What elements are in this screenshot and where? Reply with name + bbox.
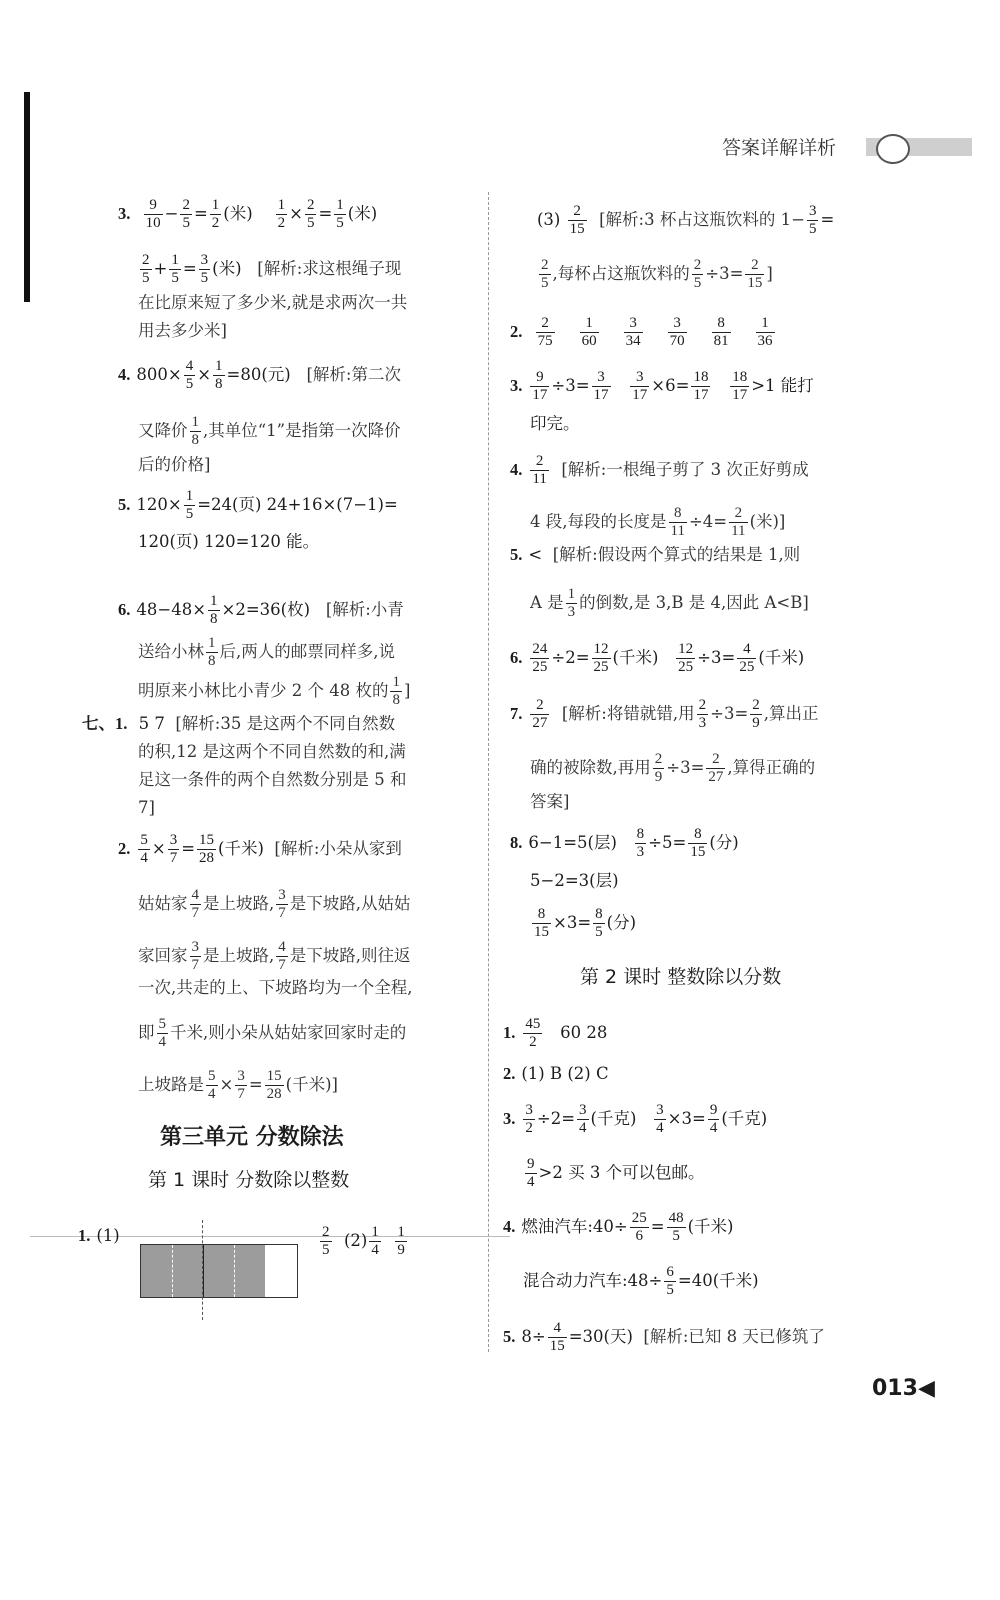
column-divider (488, 192, 489, 1352)
l-s7-line1: 七、1. 5 7 [解析:35 是这两个不同自然数 (82, 714, 396, 733)
r-l2q5-line1: 5. 8÷ $\frac{4}{15}$ =30(天) [解析:已知 8 天已修筑了 (503, 1320, 825, 1354)
l-s7q2-line4: 一次,共走的上、下坡路均为一个全程, (138, 978, 413, 997)
lesson-1-title: 第 1 课时 分数除以整数 (148, 1169, 350, 1191)
l-q3-line1: 3. $\frac{9}{10}$ − $\frac{2}{5}$ = $\frac{1}{2}$ (米) $\frac{1}{2}$ × $\frac{2}{5}$ = $\frac{1}{5}$ (米) (118, 197, 378, 231)
triangle-left-icon: ◀ (917, 1376, 935, 1401)
l-s7-line4: 7] (138, 798, 155, 817)
l-s7q2-line2: 姑姑家 $\frac{4}{7}$ 是上坡路, $\frac{3}{7}$ 是下坡路,从姑姑 (138, 887, 411, 921)
r-l2q3-line2: $\frac{9}{4}$ >2 买 3 个可以包邮。 (527, 1156, 705, 1190)
l-q6-line3: 明原来小林比小青少 2 个 48 枚的 $\frac{1}{8}$ ] (138, 674, 411, 708)
r-q8-line1: 8. 6−1=5(层) $\frac{8}{3}$ ÷5= $\frac{8}{15}$ (分) (510, 826, 739, 860)
r-q6-line: 6. $\frac{24}{25}$ ÷2= $\frac{12}{25}$ (千米) $\frac{12}{25}$ ÷3= $\frac{4}{25}$ (千米) (510, 641, 805, 675)
r-q3-line1: (3) $\frac{2}{15}$ [解析:3 杯占这瓶饮料的 1− $\frac{3}{5}$ = (537, 203, 835, 237)
r-q3b-line1: 3. $\frac{9}{17}$ ÷3= $\frac{3}{17}$ $\frac{3}{17}$ ×6= $\frac{18}{17}$ $\frac{18}{17}$ >1 能打 (510, 369, 814, 403)
r-l2q3-line1: 3. $\frac{3}{2}$ ÷2= $\frac{3}{4}$ (千克) $\frac{3}{4}$ ×3= $\frac{9}{4}$ (千克) (503, 1102, 768, 1136)
l-s7q2-line6: 上坡路是 $\frac{5}{4}$ × $\frac{3}{7}$ = $\frac{15}{28}$ (千米)] (138, 1068, 338, 1102)
l-s7q2-line3: 家回家 $\frac{3}{7}$ 是上坡路, $\frac{4}{7}$ 是下坡路,则往返 (138, 939, 411, 973)
l-q5-line2: 120(页) 120=120 能。 (138, 532, 320, 551)
diagram-divider-2 (203, 1245, 204, 1297)
l-q4-line3: 后的价格] (138, 455, 211, 474)
l-s7-line3: 足这一条件的两个自然数分别是 5 和 (138, 770, 407, 789)
r-q7-line1: 7. $\frac{2}{27}$ [解析:将错就错,用 $\frac{2}{3}$ ÷3= $\frac{2}{9}$ ,算出正 (510, 697, 819, 731)
l-q4-line1: 4. 800× $\frac{4}{5}$ × $\frac{1}{8}$ =80(元) [解析:第二次 (118, 358, 401, 392)
r-q2-line: 2. $\frac{2}{75}$ $\frac{1}{60}$ $\frac{3}{34}$ $\frac{3}{70}$ $\frac{8}{81}$ $\frac{1}{36}$ (510, 315, 773, 349)
r-q5-line1: 5. < [解析:假设两个算式的结果是 1,则 (510, 545, 801, 564)
r-q3-line2: $\frac{2}{5}$ ,每杯占这瓶饮料的 $\frac{2}{5}$ ÷3= $\frac{2}{15}$ ] (541, 257, 773, 291)
r-q8-line2: 5−2=3(层) (530, 871, 619, 890)
page-number: 013◀ (872, 1376, 935, 1401)
diagram-divider-4 (265, 1245, 266, 1297)
r-q3b-line2: 印完。 (530, 414, 580, 433)
r-q5-line2: A 是 $\frac{1}{3}$ 的倒数,是 3,B 是 4,因此 A<B] (530, 586, 809, 620)
header-mascot-icon (876, 134, 910, 164)
r-l2q2-line: 2. (1) B (2) C (503, 1064, 609, 1083)
r-q8-line3: $\frac{8}{15}$ ×3= $\frac{8}{5}$ (分) (534, 906, 637, 940)
l-s7-line2: 的积,12 是这两个不同自然数的和,满 (138, 742, 406, 761)
r-q4-line2: 4 段,每段的长度是 $\frac{8}{11}$ ÷4= $\frac{2}{11}$ (米)] (530, 505, 786, 539)
r-l2q4-line2: 混合动力汽车:48÷ $\frac{6}{5}$ =40(千米) (523, 1264, 759, 1298)
l-s7q2-line5: 即 $\frac{5}{4}$ 千米,则小朵从姑姑家回家时走的 (138, 1016, 407, 1050)
l-q6-line2: 送给小林 $\frac{1}{8}$ 后,两人的邮票同样多,说 (138, 635, 395, 669)
header-title: 答案详解详析 (722, 137, 837, 159)
l-lesson1-q1-answers: $\frac{2}{5}$ (2) $\frac{1}{4}$ $\frac{1}{9}$ (322, 1224, 405, 1258)
left-margin-bar (24, 92, 30, 302)
l-q4-line2: 又降价 $\frac{1}{8}$ ,其单位“1”是指第一次降价 (138, 414, 401, 448)
r-l2q1-line: 1. $\frac{45}{2}$ 60 28 (503, 1016, 608, 1050)
fraction-diagram (140, 1244, 298, 1298)
r-q4-line1: 4. $\frac{2}{11}$ [解析:一根绳子剪了 3 次正好剪成 (510, 453, 809, 487)
l-s7q2-line1: 2. $\frac{5}{4}$ × $\frac{3}{7}$ = $\frac{15}{28}$ (千米) [解析:小朵从家到 (118, 832, 402, 866)
unit-title: 第三单元 分数除法 (160, 1125, 344, 1150)
diagram-center-line (202, 1220, 203, 1320)
l-q3-line2: $\frac{2}{5}$ + $\frac{1}{5}$ = $\frac{3}{5}$ (米) [解析:求这根绳子现 (142, 252, 402, 286)
l-q3-line4: 用去多少米] (138, 321, 227, 340)
l-q5-line1: 5. 120× $\frac{1}{5}$ =24(页) 24+16×(7−1)= (118, 488, 398, 522)
diagram-divider-1 (172, 1245, 173, 1297)
r-l2q4-line1: 4. 燃油汽车:40÷ $\frac{25}{6}$ = $\frac{48}{5}$ (千米) (503, 1210, 734, 1244)
diagram-divider-3 (234, 1245, 235, 1297)
l-q6-line1: 6. 48−48× $\frac{1}{8}$ ×2=36(枚) [解析:小青 (118, 593, 404, 627)
r-q7-line3: 答案] (530, 792, 570, 811)
r-q7-line2: 确的被除数,再用 $\frac{2}{9}$ ÷3= $\frac{2}{27}$ ,算得正确的 (530, 751, 816, 785)
lesson-2-title: 第 2 课时 整数除以分数 (580, 966, 782, 988)
l-q3-line3: 在比原来短了多少米,就是求两次一共 (138, 293, 408, 312)
l-lesson1-q1-label: 1. (1) (78, 1226, 120, 1245)
